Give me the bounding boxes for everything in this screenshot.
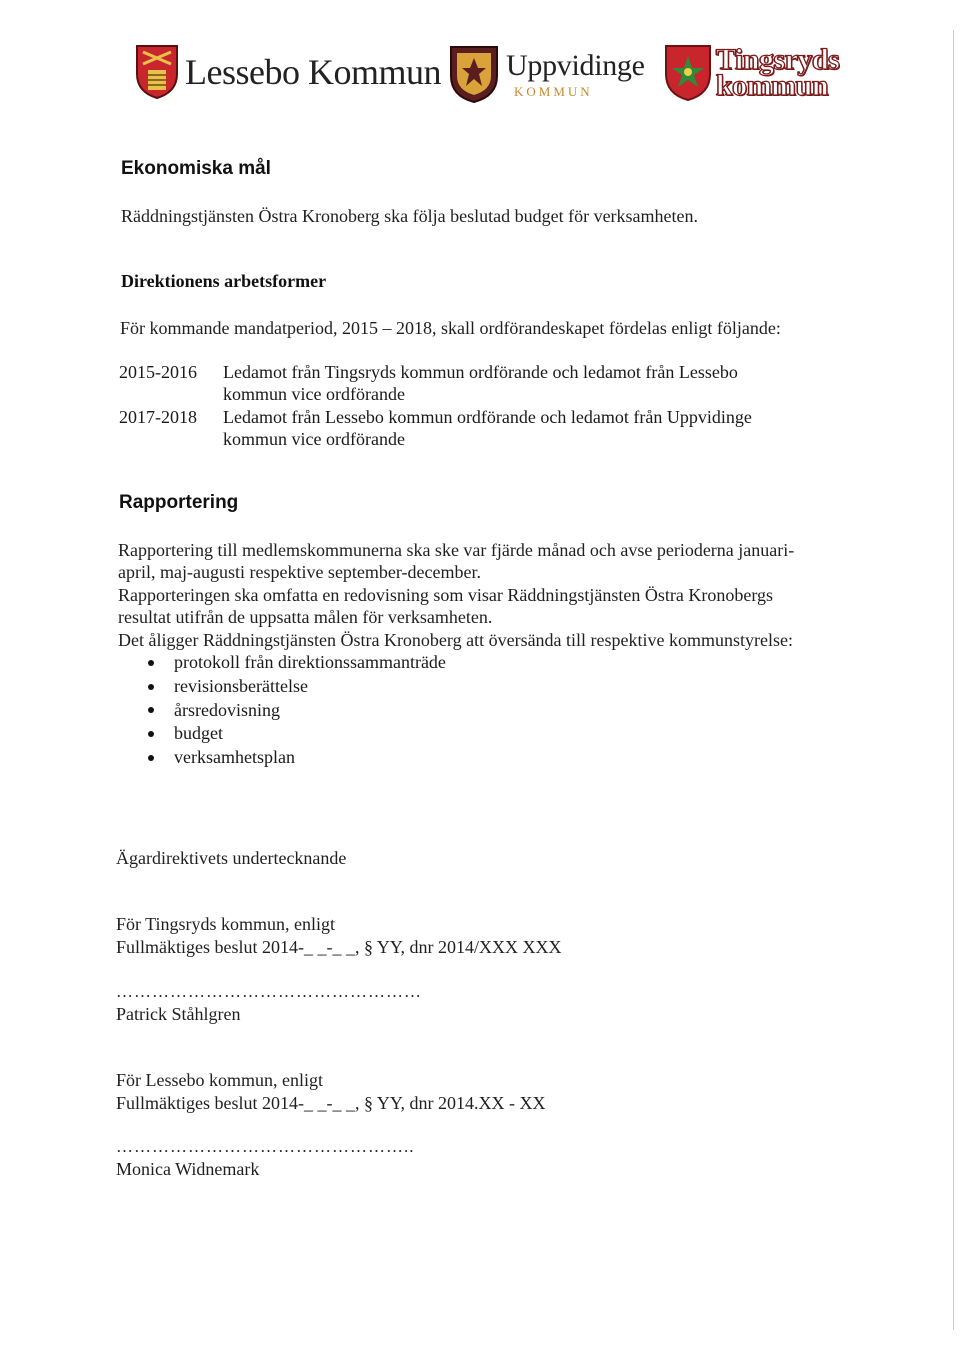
direction-intro: För kommande mandatperiod, 2015 – 2018, skall ordförandeskapet fördelas enligt följande: — [120, 318, 781, 338]
report-items-list — [148, 651, 446, 769]
page-edge — [953, 30, 954, 1330]
reporting-p2-line2: resultat utifrån de uppsatta målen för verksamheten. — [118, 607, 493, 627]
term-years: 2017-2018 — [119, 407, 197, 427]
tingsryd-name-line2: kommun — [716, 69, 829, 102]
economic-text: Räddningstjänsten Östra Kronoberg ska följa beslutad budget för verksamheten. — [121, 206, 699, 226]
list-item-label: budget — [174, 723, 223, 744]
list-item-label: verksamhetsplan — [174, 747, 295, 768]
tingsryd-for: För Tingsryds kommun, enligt — [116, 914, 336, 934]
bullet-icon — [148, 684, 154, 690]
lessebo-decision: Fullmäktiges beslut 2014-_ _-_ _, § YY, dnr 2014.XX - XX — [116, 1093, 546, 1113]
list-item-label: revisionsberättelse — [174, 676, 308, 697]
economic-heading: Ekonomiska mål — [121, 158, 271, 179]
lessebo-crest-icon — [135, 44, 179, 100]
term-desc-line: Ledamot från Tingsryds kommun ordförande och ledamot från Lessebo — [223, 362, 738, 382]
list-item — [148, 698, 446, 722]
lessebo-logo — [135, 44, 441, 100]
list-item — [148, 675, 446, 699]
term-row — [119, 361, 823, 405]
term-years: 2015-2016 — [119, 362, 197, 382]
reporting-heading: Rapportering — [119, 492, 239, 513]
uppvidinge-name: Uppvidinge — [506, 48, 645, 82]
lessebo-signer-name: Monica Widnemark — [116, 1159, 260, 1179]
uppvidinge-logo — [448, 44, 645, 104]
reporting-p2-line1: Rapporteringen ska omfatta en redovisning som visar Räddningstjänsten Östra Kronobergs — [118, 585, 774, 605]
tingsryd-crest-icon — [664, 44, 712, 102]
list-item-label: protokoll från direktionssammanträde — [174, 652, 446, 673]
reporting-p1-line2: april, maj-augusti respektive september-december. — [118, 562, 481, 582]
tingsryd-logo — [664, 44, 839, 102]
uppvidinge-sub: KOMMUN — [514, 83, 593, 99]
bullet-icon — [148, 660, 154, 666]
term-row — [119, 406, 823, 450]
lessebo-signature-line: ………………………………………….. — [116, 1137, 415, 1156]
tingsryd-signer-name: Patrick Ståhlgren — [116, 1004, 241, 1024]
reporting-p3: Det åligger Räddningstjänsten Östra Kronoberg att översända till respektive kommunstyrelse: — [118, 630, 794, 650]
list-item-label: årsredovisning — [174, 699, 280, 720]
tingsryd-signature-line: …………………………………………… — [116, 982, 422, 1001]
term-desc-line: Ledamot från Lessebo kommun ordförande och ledamot från Uppvidinge — [223, 407, 752, 427]
bullet-icon — [148, 731, 154, 737]
term-desc-line: kommun vice ordförande — [223, 429, 405, 449]
list-item — [148, 746, 446, 770]
term-desc-line: kommun vice ordförande — [223, 384, 405, 404]
list-item — [148, 722, 446, 746]
lessebo-name: Lessebo Kommun — [185, 52, 441, 92]
bullet-icon — [148, 755, 154, 761]
list-item — [148, 651, 446, 675]
tingsryd-decision: Fullmäktiges beslut 2014-_ _-_ _, § YY, dnr 2014/XXX XXX — [116, 937, 562, 957]
direction-heading: Direktionens arbetsformer — [121, 271, 327, 291]
signatures-heading: Ägardirektivets undertecknande — [116, 848, 347, 868]
tingsryd-name-line1: Tingsryds — [716, 43, 840, 77]
reporting-p1-line1: Rapportering till medlemskommunerna ska ske var fjärde månad och avse perioderna januari- — [118, 540, 795, 560]
lessebo-for: För Lessebo kommun, enligt — [116, 1070, 323, 1090]
uppvidinge-crest-icon — [448, 44, 500, 104]
bullet-icon — [148, 707, 154, 713]
